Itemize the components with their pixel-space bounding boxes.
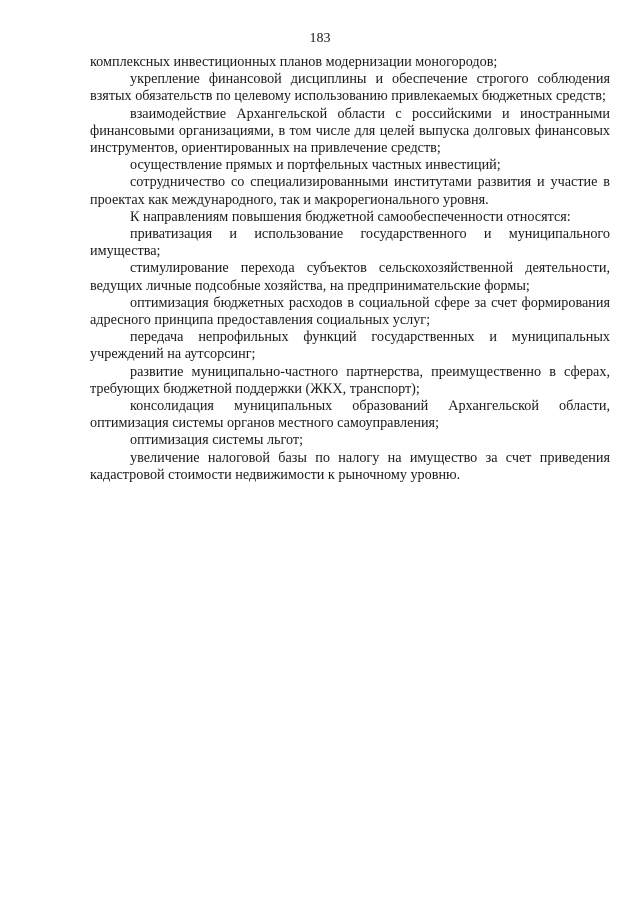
paragraph: развитие муниципально-частного партнерства, преимущественно в сферах, требующих бюджетной поддержки (ЖКХ, транспорт); [90,363,610,397]
document-body [90,54,610,484]
paragraph: К направлениям повышения бюджетной самообеспеченности относятся: [130,208,571,225]
paragraph: стимулирование перехода субъектов сельскохозяйственной деятельности, ведущих личные подсобные хозяйства, на предпринимательские формы; [90,260,610,294]
paragraph: укрепление финансовой дисциплины и обеспечение строгого соблюдения взятых обязательств по целевому использованию привлекаемых бюджетных средств; [90,71,610,105]
paragraph-continuation: комплексных инвестиционных планов модернизации моногородов; [90,54,498,70]
paragraph: оптимизация системы льгот; [130,432,304,449]
paragraph: передача непрофильных функций государственных и муниципальных учреждений на аутсорсинг; [90,329,610,363]
paragraph: консолидация муниципальных образований Архангельской области, оптимизация системы органов местного самоуправления; [90,398,610,432]
paragraph: оптимизация бюджетных расходов в социальной сфере за счет формирования адресного принципа предоставления социальных услуг; [90,294,610,329]
paragraph: увеличение налоговой базы по налогу на имущество за счет приведения кадастровой стоимости недвижимости к рыночному уровню. [90,449,610,483]
paragraph: сотрудничество со специализированными институтами развития и участие в проектах как международного, так и макрорегионального уровня. [90,174,610,208]
paragraph: приватизация и использование государственного и муниципального имущества; [90,226,610,260]
paragraph: осуществление прямых и портфельных частных инвестиций; [130,157,501,174]
paragraph: взаимодействие Архангельской области с российскими и иностранными финансовыми организациями, в том числе для целей выпуска долговых финансовых инструментов, ориентированных на привлечение средств; [90,105,610,157]
page-number: 183 [309,31,331,46]
